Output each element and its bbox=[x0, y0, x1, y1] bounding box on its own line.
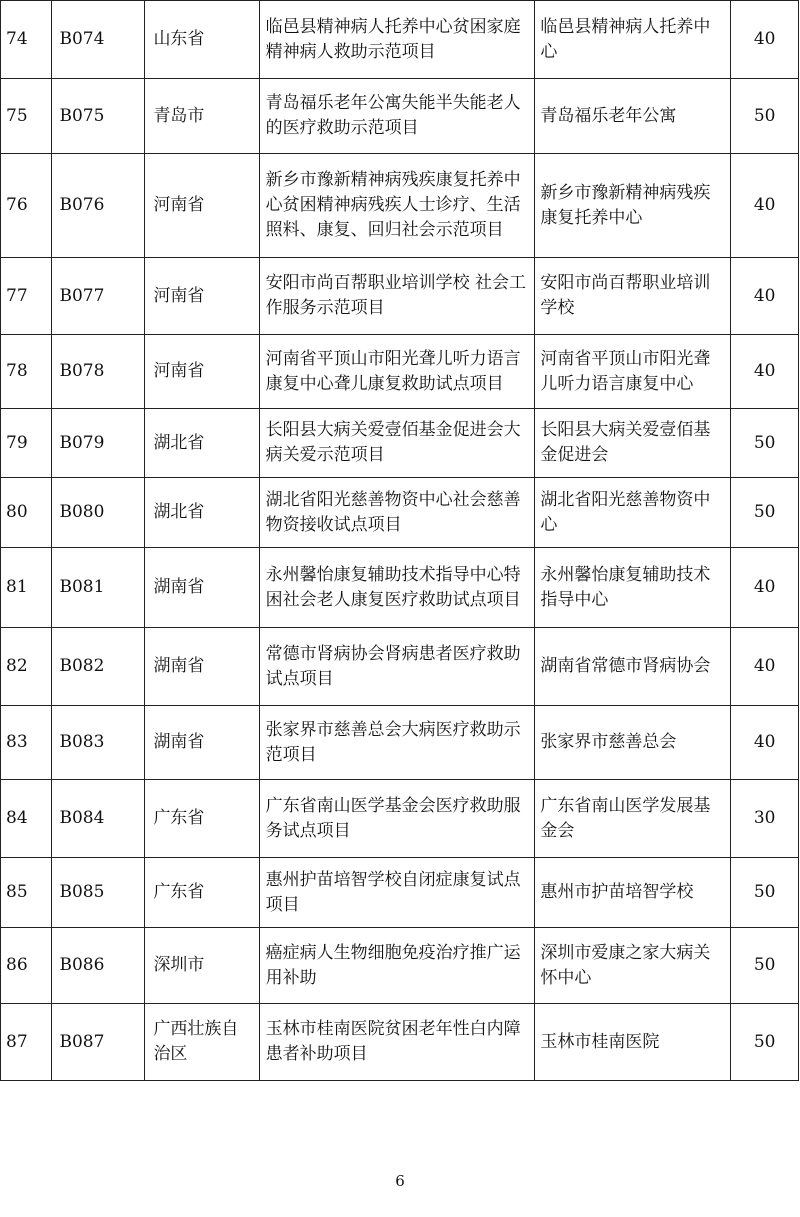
province-cell: 青岛市 bbox=[145, 79, 259, 154]
project-name-cell: 张家界市慈善总会大病医疗救助示范项目 bbox=[259, 706, 535, 780]
row-number-cell: 80 bbox=[1, 478, 52, 548]
project-name-cell: 常德市肾病协会肾病患者医疗救助试点项目 bbox=[259, 628, 535, 706]
row-number-cell: 83 bbox=[1, 706, 52, 780]
project-code-cell: B080 bbox=[51, 478, 145, 548]
project-code-cell: B074 bbox=[51, 1, 145, 79]
province-cell: 山东省 bbox=[145, 1, 259, 79]
province-cell: 广西壮族自治区 bbox=[145, 1004, 259, 1081]
province-cell: 河南省 bbox=[145, 154, 259, 258]
table-row bbox=[1, 409, 799, 478]
project-code-cell: B077 bbox=[51, 258, 145, 335]
province-cell: 河南省 bbox=[145, 258, 259, 335]
organization-cell: 永州馨怡康复辅助技术指导中心 bbox=[535, 548, 731, 628]
project-code-cell: B076 bbox=[51, 154, 145, 258]
amount-cell: 40 bbox=[731, 628, 799, 706]
project-code-cell: B081 bbox=[51, 548, 145, 628]
row-number-cell: 86 bbox=[1, 928, 52, 1004]
organization-cell: 长阳县大病关爱壹佰基金促进会 bbox=[535, 409, 731, 478]
organization-cell: 湖南省常德市肾病协会 bbox=[535, 628, 731, 706]
project-name-cell: 湖北省阳光慈善物资中心社会慈善物资接收试点项目 bbox=[259, 478, 535, 548]
project-name-cell: 青岛福乐老年公寓失能半失能老人的医疗救助示范项目 bbox=[259, 79, 535, 154]
table-row bbox=[1, 628, 799, 706]
project-name-cell: 广东省南山医学基金会医疗救助服务试点项目 bbox=[259, 780, 535, 858]
organization-cell: 新乡市豫新精神病残疾康复托养中心 bbox=[535, 154, 731, 258]
amount-cell: 50 bbox=[731, 409, 799, 478]
amount-cell: 40 bbox=[731, 1, 799, 79]
project-name-cell: 临邑县精神病人托养中心贫困家庭精神病人救助示范项目 bbox=[259, 1, 535, 79]
province-cell: 深圳市 bbox=[145, 928, 259, 1004]
row-number-cell: 85 bbox=[1, 858, 52, 928]
project-code-cell: B075 bbox=[51, 79, 145, 154]
province-cell: 湖南省 bbox=[145, 548, 259, 628]
province-cell: 河南省 bbox=[145, 335, 259, 409]
project-code-cell: B084 bbox=[51, 780, 145, 858]
table-row bbox=[1, 335, 799, 409]
organization-cell: 河南省平顶山市阳光聋儿听力语言康复中心 bbox=[535, 335, 731, 409]
organization-cell: 广东省南山医学发展基金会 bbox=[535, 780, 731, 858]
project-code-cell: B085 bbox=[51, 858, 145, 928]
row-number-cell: 74 bbox=[1, 1, 52, 79]
amount-cell: 50 bbox=[731, 858, 799, 928]
row-number-cell: 82 bbox=[1, 628, 52, 706]
amount-cell: 50 bbox=[731, 928, 799, 1004]
organization-cell: 惠州市护苗培智学校 bbox=[535, 858, 731, 928]
page-number: 6 bbox=[395, 1172, 405, 1190]
row-number-cell: 79 bbox=[1, 409, 52, 478]
amount-cell: 30 bbox=[731, 780, 799, 858]
table-row bbox=[1, 1, 799, 79]
province-cell: 湖北省 bbox=[145, 478, 259, 548]
project-name-cell: 新乡市豫新精神病残疾康复托养中心贫困精神病残疾人士诊疗、生活照料、康复、回归社会示范项目 bbox=[259, 154, 535, 258]
table-row bbox=[1, 928, 799, 1004]
organization-cell: 安阳市尚百帮职业培训学校 bbox=[535, 258, 731, 335]
project-name-cell: 永州馨怡康复辅助技术指导中心特困社会老人康复医疗救助试点项目 bbox=[259, 548, 535, 628]
table-row bbox=[1, 706, 799, 780]
province-cell: 湖南省 bbox=[145, 628, 259, 706]
table-row bbox=[1, 548, 799, 628]
row-number-cell: 81 bbox=[1, 548, 52, 628]
province-cell: 湖北省 bbox=[145, 409, 259, 478]
table-row bbox=[1, 478, 799, 548]
project-name-cell: 玉林市桂南医院贫困老年性白内障患者补助项目 bbox=[259, 1004, 535, 1081]
table-row bbox=[1, 79, 799, 154]
project-name-cell: 癌症病人生物细胞免疫治疗推广运用补助 bbox=[259, 928, 535, 1004]
organization-cell: 湖北省阳光慈善物资中心 bbox=[535, 478, 731, 548]
project-name-cell: 长阳县大病关爱壹佰基金促进会大病关爱示范项目 bbox=[259, 409, 535, 478]
table-row bbox=[1, 258, 799, 335]
organization-cell: 青岛福乐老年公寓 bbox=[535, 79, 731, 154]
province-cell: 湖南省 bbox=[145, 706, 259, 780]
project-name-cell: 河南省平顶山市阳光聋儿听力语言康复中心聋儿康复救助试点项目 bbox=[259, 335, 535, 409]
amount-cell: 40 bbox=[731, 548, 799, 628]
project-name-cell: 惠州护苗培智学校自闭症康复试点项目 bbox=[259, 858, 535, 928]
province-cell: 广东省 bbox=[145, 858, 259, 928]
organization-cell: 张家界市慈善总会 bbox=[535, 706, 731, 780]
project-code-cell: B078 bbox=[51, 335, 145, 409]
project-code-cell: B086 bbox=[51, 928, 145, 1004]
amount-cell: 50 bbox=[731, 1004, 799, 1081]
amount-cell: 40 bbox=[731, 706, 799, 780]
row-number-cell: 77 bbox=[1, 258, 52, 335]
row-number-cell: 84 bbox=[1, 780, 52, 858]
amount-cell: 50 bbox=[731, 79, 799, 154]
project-name-cell: 安阳市尚百帮职业培训学校 社会工作服务示范项目 bbox=[259, 258, 535, 335]
table-row bbox=[1, 858, 799, 928]
organization-cell: 深圳市爱康之家大病关怀中心 bbox=[535, 928, 731, 1004]
table-row bbox=[1, 154, 799, 258]
project-code-cell: B087 bbox=[51, 1004, 145, 1081]
row-number-cell: 76 bbox=[1, 154, 52, 258]
project-code-cell: B079 bbox=[51, 409, 145, 478]
organization-cell: 玉林市桂南医院 bbox=[535, 1004, 731, 1081]
organization-cell: 临邑县精神病人托养中心 bbox=[535, 1, 731, 79]
amount-cell: 50 bbox=[731, 478, 799, 548]
row-number-cell: 87 bbox=[1, 1004, 52, 1081]
province-cell: 广东省 bbox=[145, 780, 259, 858]
project-code-cell: B083 bbox=[51, 706, 145, 780]
amount-cell: 40 bbox=[731, 258, 799, 335]
row-number-cell: 78 bbox=[1, 335, 52, 409]
project-code-cell: B082 bbox=[51, 628, 145, 706]
table-row bbox=[1, 1004, 799, 1081]
amount-cell: 40 bbox=[731, 154, 799, 258]
row-number-cell: 75 bbox=[1, 79, 52, 154]
amount-cell: 40 bbox=[731, 335, 799, 409]
table-row bbox=[1, 780, 799, 858]
